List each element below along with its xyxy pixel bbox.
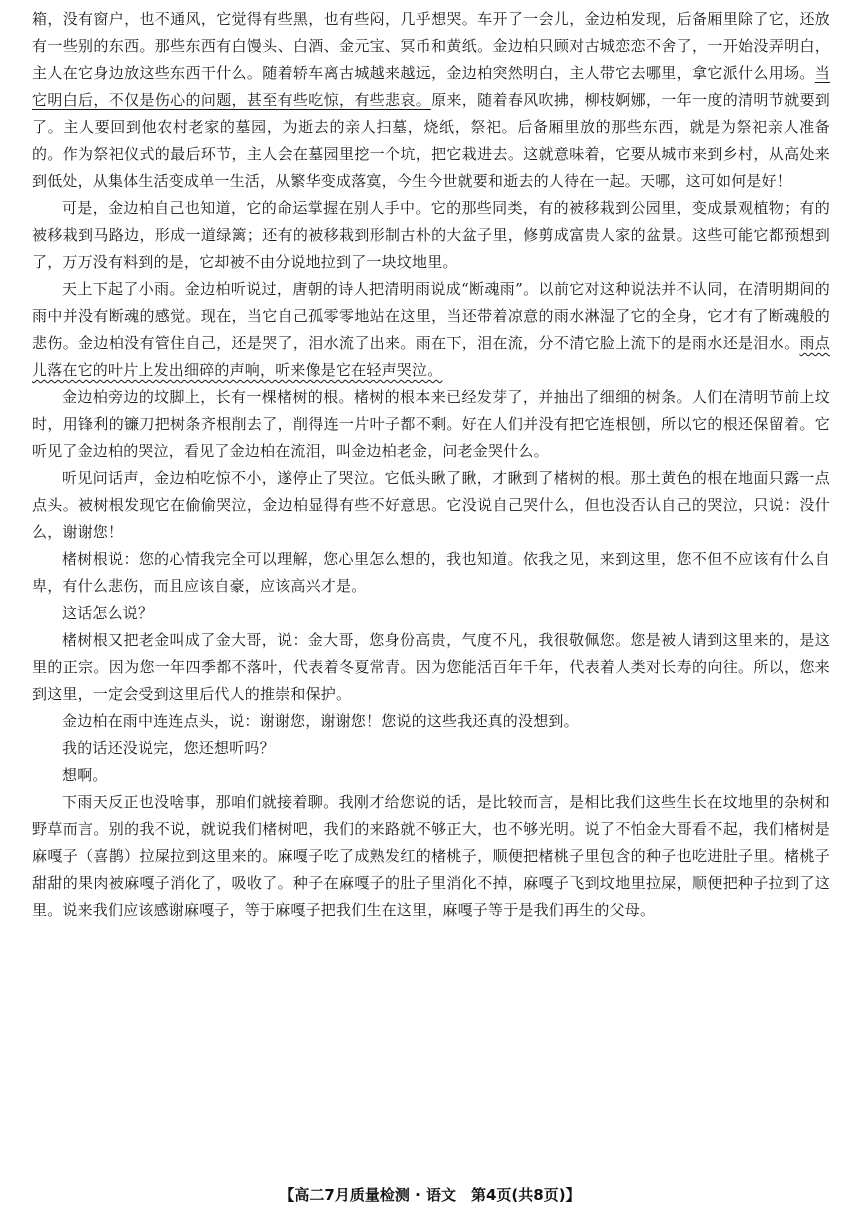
paragraph-10: 我的话还没说完，您还想听吗？ — [62, 739, 275, 757]
paragraph-3 — [32, 276, 830, 384]
paragraph-6: 楮树根说：您的心情我完全可以理解，您心里怎么想的，我也知道。依我之见，来到这里，您不但不应该有什么自卑，有什么悲伤，而且应该自豪，应该高兴才是。 — [32, 550, 830, 595]
paragraph-1 — [32, 6, 830, 195]
paragraph-9: 金边柏在雨中连连点头，说：谢谢您，谢谢您！您说的这些我还真的没想到。 — [62, 712, 579, 730]
paragraph-4: 金边柏旁边的坟脚上，长有一棵楮树的根。楮树的根本来已经发芽了，并抽出了细细的树条。人们在清明节前上坟时，用锋利的镰刀把树条齐根削去了，削得连一片叶子都不剩。好在人们并没有把它连根刨，所以它的根还保留着。它听见了金边柏的哭泣，看见了金边柏在流泪，叫金边柏老金，问老金哭什么。 — [32, 388, 830, 460]
paragraph-8: 楮树根又把老金叫成了金大哥，说：金大哥，您身份高贵，气度不凡，我很敬佩您。您是被人请到这里来的，是这里的正宗。因为您一年四季都不落叶，代表着冬夏常青。因为您能活百年千年，代表着人类对长寿的向往。所以，您来到这里，一定会受到这里后代人的推崇和保护。 — [32, 631, 830, 703]
page-footer: 【高二7月质量检测 · 语文 第4页(共8页)】 — [279, 1186, 581, 1204]
paragraph-7: 这话怎么说？ — [62, 604, 154, 622]
paragraph-2: 可是，金边柏自己也知道，它的命运掌握在别人手中。它的那些同类，有的被移栽到公园里，变成景观植物；有的被移栽到马路边，形成一道绿篱；还有的被移栽到形制古朴的大盆子里，修剪成富贵人家的盆景。这些可能它都预想到了，万万没有料到的是，它却被不由分说地拉到了一块坟地里。 — [32, 199, 830, 271]
underlined-sentence: 当它明白后，不仅是伤心的问题，甚至有些吃惊，有些悲哀。 — [32, 64, 830, 109]
paragraph-12: 下雨天反正也没啥事，那咱们就接着聊。我刚才给您说的话，是比较而言，是相比我们这些生长在坟地里的杂树和野草而言。别的我不说，就说我们楮树吧，我们的来路就不够正大，也不够光明。说了不怕金大哥看不起，我们楮树是麻嘎子（喜鹊）拉屎拉到这里来的。麻嘎子吃了成熟发红的楮桃子，顺便把楮桃子里包含的种子也吃进肚子里。楮桃子甜甜的果肉被麻嘎子消化了，吸收了。种子在麻嘎子的肚子里消化不掉，麻嘎子飞到坟地里拉屎，顺便把种子拉到了这里。说来我们应该感谢麻嘎子，等于麻嘎子把我们生在这里，麻嘎子等于是我们再生的父母。 — [32, 793, 830, 919]
wavy-underlined-sentence: 雨点儿落在它的叶片上发出细碎的声响，听来像是它在轻声哭泣。 — [32, 334, 830, 379]
paragraph-1-start: 箱，没有窗户，也不通风，它觉得有些黑，也有些闷，几乎想哭。车开了一会儿，金边柏发现，后备厢里除了它，还放有一些别的东西。那些东西有白馒头、白酒、金元宝、冥币和黄纸。金边柏只顾对古城恋恋不舍了，一开始没弄明白，主人在它身边放这些东西干什么。随着轿车离古城越来越远，金边柏突然明白，主人带它去哪里，拿它派什么用场。 — [32, 10, 830, 82]
document-body — [32, 6, 830, 924]
paragraph-11: 想啊。 — [62, 766, 108, 784]
paragraph-3-start: 天上下起了小雨。金边柏听说过，唐朝的诗人把清明雨说成“断魂雨”。以前它对这种说法并不认同，在清明期间的雨中并没有断魂的感觉。现在，当它自己孤零零地站在这里，当还带着凉意的雨水淋湿了它的全身，它才有了断魂般的悲伤。金边柏没有管住自己，还是哭了，泪水流了出来。雨在下，泪在流，分不清它脸上流下的是雨水还是泪水。 — [32, 280, 830, 352]
paragraph-5: 听见问话声，金边柏吃惊不小，遂停止了哭泣。它低头瞅了瞅，才瞅到了楮树的根。那土黄色的根在地面只露一点点头。被树根发现它在偷偷哭泣，金边柏显得有些不好意思。它没说自己哭什么，但也没否认自己的哭泣，只说：没什么，谢谢您！ — [32, 469, 830, 541]
paragraph-1-end: 原来，随着春风吹拂，柳枝婀娜，一年一度的清明节就要到了。主人要回到他农村老家的墓园，为逝去的亲人扫墓，烧纸，祭祀。后备厢里放的那些东西，就是为祭祀亲人准备的。作为祭祀仪式的最后环节，主人会在墓园里挖一个坑，把它栽进去。这就意味着，它要从城市来到乡村，从高处来到低处，从集体生活变成单一生活，从繁华变成落寞，今生今世就要和逝去的人待在一起。天哪，这可如何是好！ — [32, 91, 831, 190]
